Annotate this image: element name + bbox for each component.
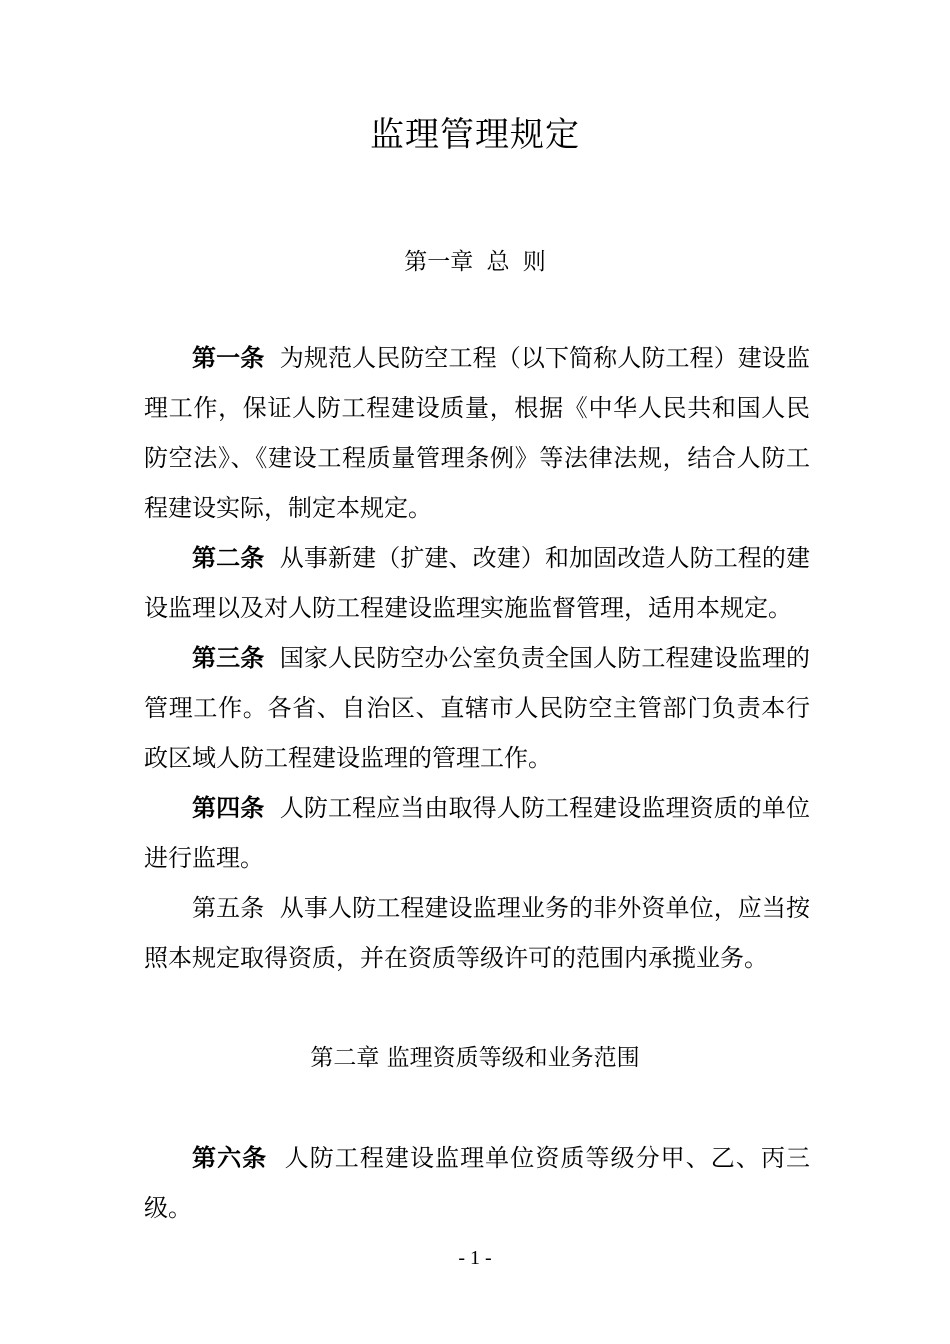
article-5 (144, 883, 810, 983)
article-4-number: 第四条 (192, 794, 265, 822)
article-3-number: 第三条 (192, 644, 265, 672)
article-6-number: 第六条 (192, 1144, 268, 1172)
article-6 (144, 1133, 810, 1233)
article-5-number: 第五条 (192, 894, 265, 922)
article-5-text: 从事人防工程建设监理业务的非外资单位，应当按照本规定取得资质，并在资质等级许可的范围内承揽业务。 (144, 894, 811, 972)
chapter-2-body (144, 1133, 810, 1233)
chapter-2-heading: 第二章 监理资质等级和业务范围 (310, 1045, 640, 1071)
article-3 (144, 633, 810, 783)
article-1-text: 为规范人民防空工程（以下简称人防工程）建设监理工作，保证人防工程建设质量，根据《中华人民共和国人民防空法》、《建设工程质量管理条例》等法律法规，结合人防工程建设实际，制定本规定。 (144, 344, 811, 522)
article-2 (144, 533, 810, 633)
chapter-1-body (144, 333, 810, 983)
article-3-text: 国家人民防空办公室负责全国人防工程建设监理的管理工作。各省、自治区、直辖市人民防空主管部门负责本行政区域人防工程建设监理的管理工作。 (144, 644, 811, 772)
document-title: 监理管理规定 (370, 115, 580, 155)
article-2-text: 从事新建（扩建、改建）和加固改造人防工程的建设监理以及对人防工程建设监理实施监督管理，适用本规定。 (144, 544, 811, 622)
article-4-text: 人防工程应当由取得人防工程建设监理资质的单位进行监理。 (144, 794, 811, 872)
chapter-1-heading: 第一章 总 则 (404, 249, 546, 275)
article-1-number: 第一条 (192, 344, 265, 372)
article-2-number: 第二条 (192, 544, 265, 572)
article-1 (144, 333, 810, 533)
page-number: - 1 - (458, 1247, 492, 1269)
article-4 (144, 783, 810, 883)
article-6-text: 人防工程建设监理单位资质等级分甲、乙、丙三级。 (144, 1144, 811, 1222)
